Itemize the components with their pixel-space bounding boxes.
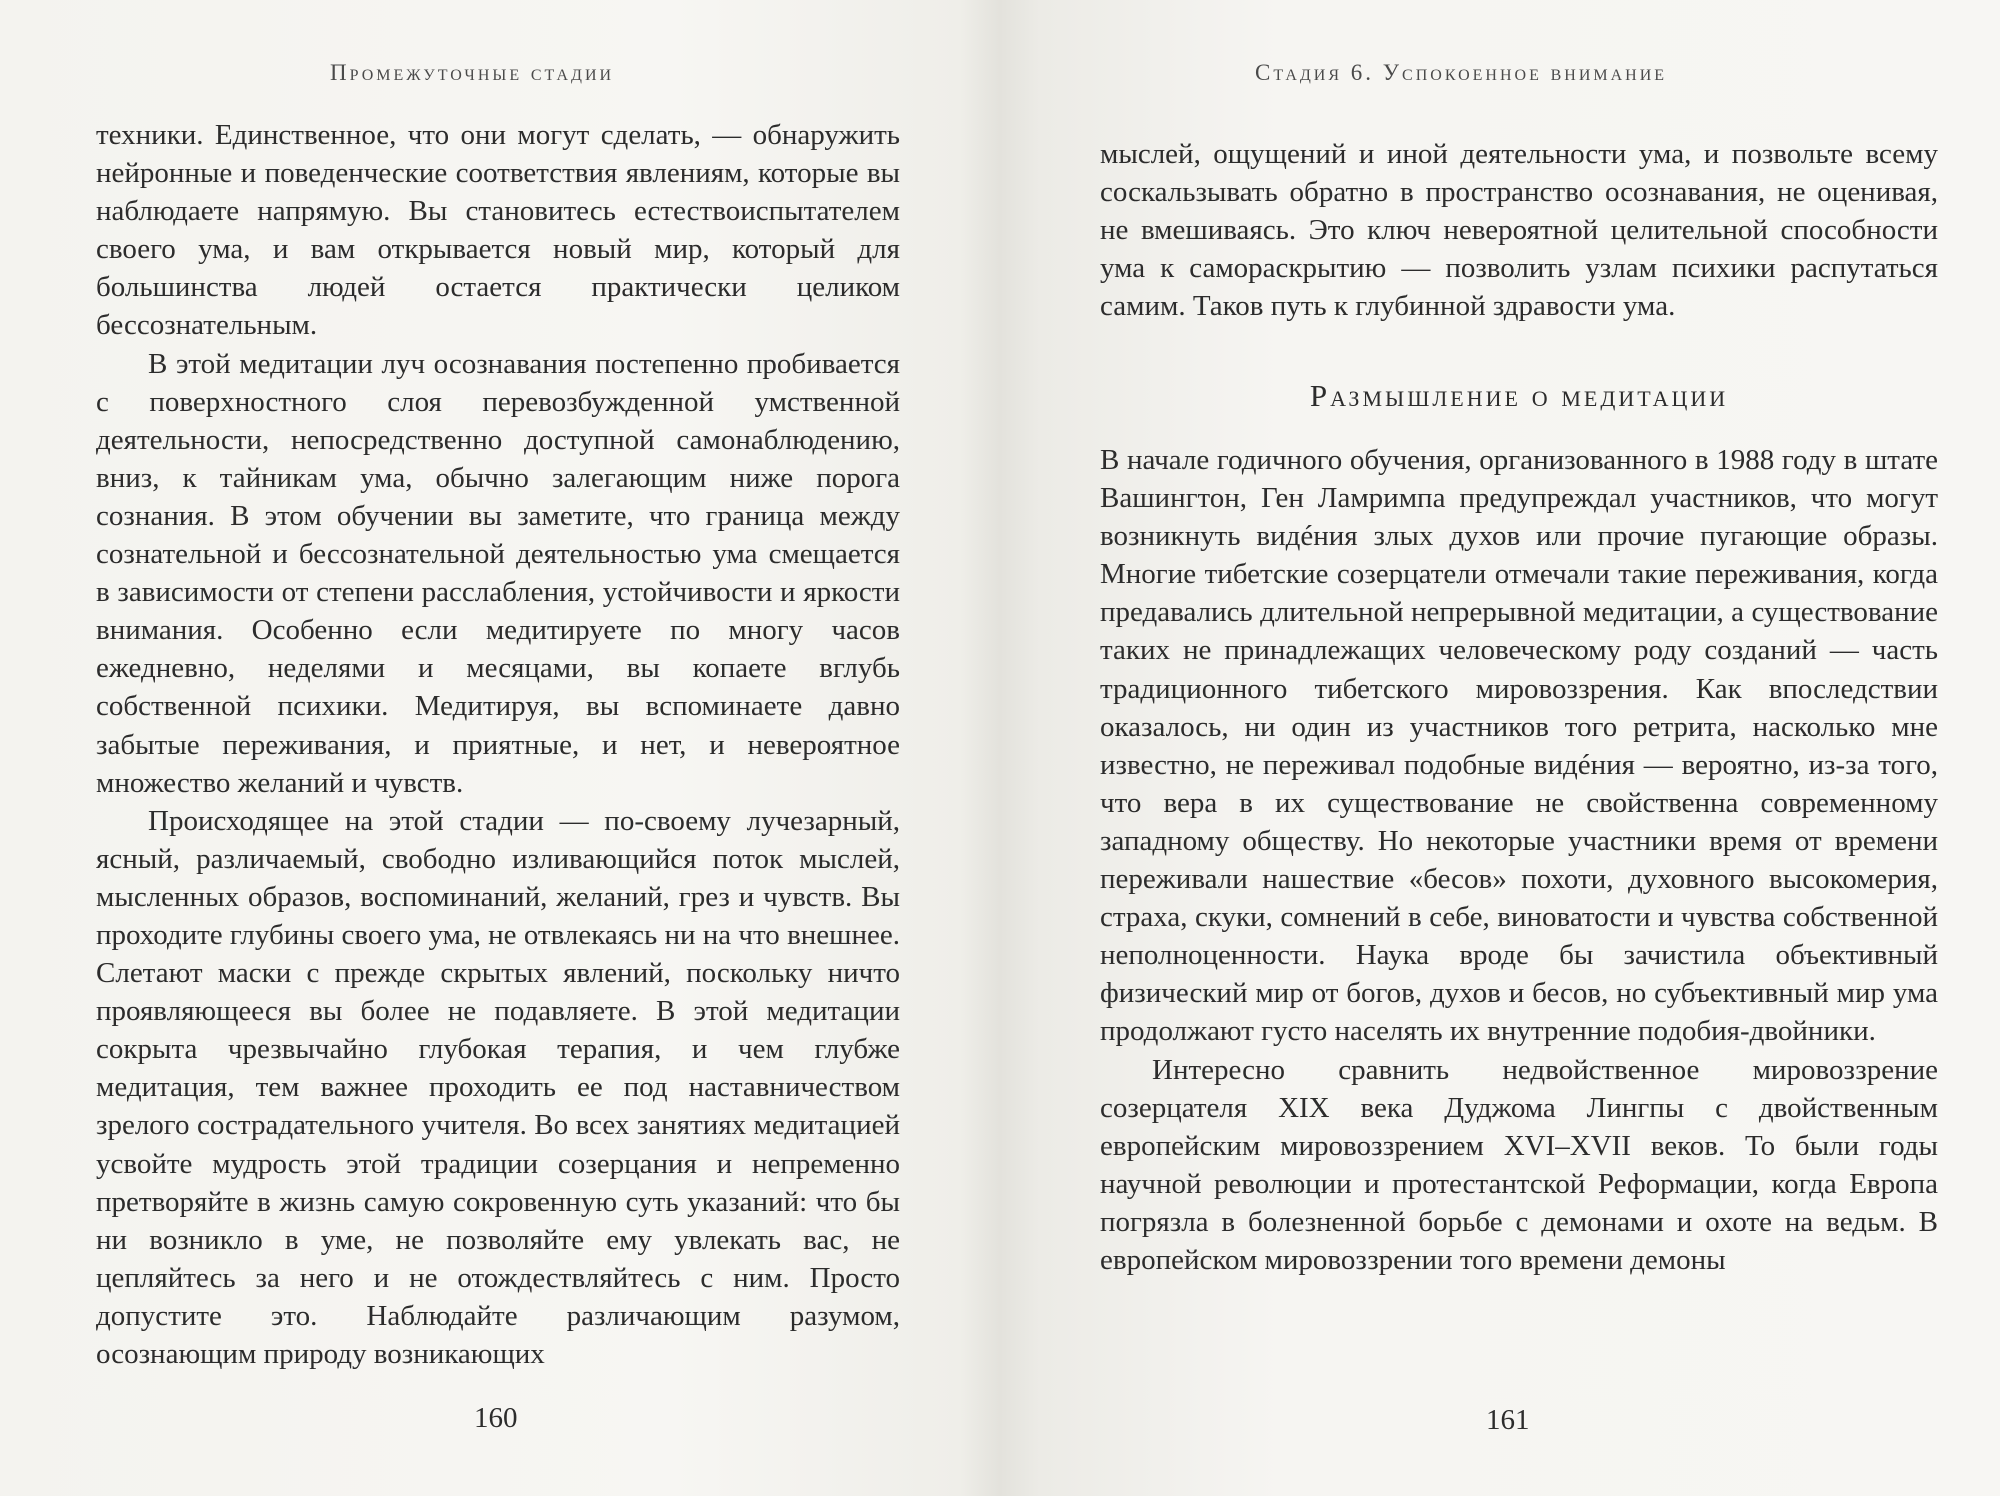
left-running-head: Промежуточные стадии xyxy=(330,60,615,85)
right-body-text xyxy=(1100,441,1938,1279)
left-paragraph-2: В этой медитации луч осознавания постепенно пробивается с поверхностного слоя перевозбужденной умственной деятельности, непосредственно доступной самонаблюдению, вниз, к тайникам ума, обычно залегающим ниже порога сознания. В этом обучении вы заметите, что граница между сознательной и бессознательной деятельностью ума смещается в зависимости от степени расслабления, устойчивости и яркости внимания. Особенно если медитируете по многу часов ежедневно, неделями и месяцами, вы копаете вглубь собственной психики. Медитируя, вы вспоминаете давно забытые переживания, и приятные, и нет, и невероятное множество желаний и чувств. xyxy=(96,347,900,799)
book-gutter xyxy=(960,0,1040,1496)
left-page xyxy=(0,0,960,1496)
section-heading: Размышление о медитации xyxy=(1309,378,1729,413)
left-paragraph-1: техники. Единственное, что они могут сделать, — обнаружить нейронные и поведенческие соответствия явлениям, которые вы наблюдаете напрямую. Вы становитесь естествоиспытателем своего ума, и вам открывается новый мир, который для большинства людей остается практически целиком бессознательным. xyxy=(96,119,900,342)
right-paragraph-1: В начале годичного обучения, организованного в 1988 году в штате Вашингтон, Ген Ламримпа предупреждал участников, что могут возникнуть видéния злых духов или прочие пугающие образы. Многие тибетские созерцатели отмечали такие переживания, когда предавались длительной непрерывной медитации, а существование таких не принадлежащих человеческому роду созданий — часть традиционного тибетского мировоззрения. Как впоследствии оказалось, ни один из участников того ретрита, насколько мне известно, не переживал подобные видéния — вероятно, из-за того, что вера в их существование не свойственна современному западному обществу. Но некоторые участники время от времени переживали нашествие «бесов» похоти, духовного высокомерия, страха, скуки, сомнений в себе, виноватости и чувства собственной неполноценности. Наука вроде бы зачистила объективный физический мир от богов, духов и бесов, но субъективный мир ума продолжают густо населять их внутренние подобия-двойники. xyxy=(1100,444,1938,1048)
right-running-head: Стадия 6. Успокоенное внимание xyxy=(1255,60,1668,85)
right-paragraph-2: Интересно сравнить недвойственное мировоззрение созерцателя XIX века Дуджома Лингпы с двойственным европейским мировоззрением XVI–XVII веков. То были годы научной революции и протестантской Реформации, когда Европа погрязла в болезненной борьбе с демонами и охоте на ведьм. В европейском мировоззрении того времени демоны xyxy=(1100,1053,1938,1276)
right-top-text xyxy=(1100,135,1938,325)
left-paragraph-3: Происходящее на этой стадии — по-своему лучезарный, ясный, различаемый, свободно изливающийся поток мыслей, мысленных образов, воспоминаний, желаний, грез и чувств. Вы проходите глубины своего ума, не отвлекаясь ни на что внешнее. Слетают маски с прежде скрытых явлений, поскольку ничто проявляющееся вы более не подавляете. В этой медитации сокрыта чрезвычайно глубокая терапия, и чем глубже медитация, тем важнее проходить ее под наставничеством зрелого сострадательного учителя. Во всех занятиях медитацией усвойте мудрость этой традиции созерцания и непременно претворяйте в жизнь самую сокровенную суть указаний: что бы ни возникло в уме, не позволяйте ему увлекать вас, не цепляйтесь за него и не отождествляйтесь с ним. Просто допустите это. Наблюдайте различающим разумом, осознающим природу возникающих xyxy=(96,804,900,1370)
right-paragraph-continued: мыслей, ощущений и иной деятельности ума, и позвольте всему соскальзывать обратно в пространство осознавания, не оценивая, не вмешиваясь. Это ключ невероятной целительной способности ума к самораскрытию — позволить узлам психики распутаться самим. Таков путь к глубинной здравости ума. xyxy=(1100,138,1938,323)
right-page xyxy=(1040,0,2000,1496)
right-page-number: 161 xyxy=(1486,1404,1530,1436)
left-body-text xyxy=(96,116,900,1373)
left-page-number: 160 xyxy=(474,1402,518,1434)
